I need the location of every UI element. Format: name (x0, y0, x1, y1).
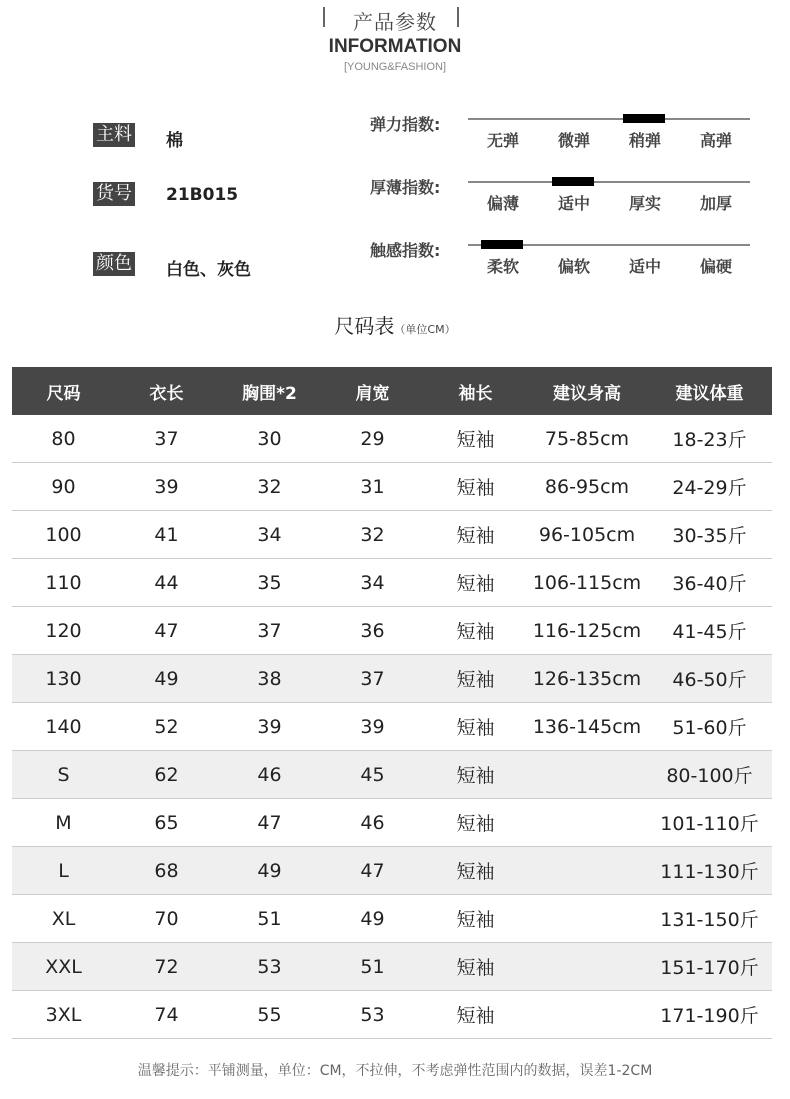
size-table-cell: 100 (12, 511, 115, 559)
size-table-cell: 45 (321, 751, 424, 799)
size-table-cell: 49 (115, 655, 218, 703)
size-table-cell: 171-190斤 (647, 991, 772, 1039)
size-table-header-row (12, 367, 772, 415)
index-option: 偏软 (557, 257, 590, 276)
size-table-cell: 136-145cm (527, 703, 647, 751)
size-table-cell: 52 (115, 703, 218, 751)
size-table-header-cell: 衣长 (115, 367, 218, 415)
size-table-row (12, 655, 772, 703)
size-table-header-cell: 建议体重 (647, 367, 772, 415)
size-table-cell: 55 (218, 991, 321, 1039)
size-table-row (12, 415, 772, 463)
size-table-cell: M (12, 799, 115, 847)
size-table-cell: 74 (115, 991, 218, 1039)
size-table-row (12, 751, 772, 799)
index-selected-marker (481, 240, 523, 249)
index-option: 稍弹 (628, 131, 661, 150)
header-bar-right (457, 7, 459, 27)
index-option: 适中 (557, 194, 590, 213)
index-title: 触感指数: (370, 241, 441, 260)
size-table-cell: 80 (12, 415, 115, 463)
size-table-cell: 47 (321, 847, 424, 895)
size-table-cell (527, 991, 647, 1039)
index-option: 加厚 (699, 194, 732, 213)
size-table-cell: 51 (218, 895, 321, 943)
size-table-cell: 110 (12, 559, 115, 607)
size-table-cell: 70 (115, 895, 218, 943)
size-table-cell: 62 (115, 751, 218, 799)
size-table-row (12, 703, 772, 751)
size-table-cell: 37 (115, 415, 218, 463)
size-table-row (12, 799, 772, 847)
size-table-cell: 短袖 (424, 895, 527, 943)
size-table-cell: 35 (218, 559, 321, 607)
param-value-color: 白色、灰色 (166, 260, 251, 280)
size-table-title-text: 尺码表 (334, 314, 395, 338)
size-table-cell: 38 (218, 655, 321, 703)
size-table-body (12, 415, 772, 1039)
size-table-cell: 44 (115, 559, 218, 607)
index-option: 无弹 (486, 131, 519, 150)
size-table-cell: S (12, 751, 115, 799)
size-table-cell: 96-105cm (527, 511, 647, 559)
size-table-cell: 3XL (12, 991, 115, 1039)
index-option: 柔软 (486, 257, 519, 276)
size-table-cell: 32 (321, 511, 424, 559)
size-table-cell: L (12, 847, 115, 895)
size-table-cell: XL (12, 895, 115, 943)
size-table-cell: 151-170斤 (647, 943, 772, 991)
index-option: 厚实 (628, 194, 661, 213)
size-table-cell: 短袖 (424, 415, 527, 463)
size-table-cell: 29 (321, 415, 424, 463)
size-table-cell: 101-110斤 (647, 799, 772, 847)
size-table-cell: 短袖 (424, 943, 527, 991)
size-table-cell: 18-23斤 (647, 415, 772, 463)
size-table-unit: （单位CM） (394, 323, 456, 336)
size-table-cell: 39 (321, 703, 424, 751)
size-table-cell: 106-115cm (527, 559, 647, 607)
size-table-row (12, 463, 772, 511)
size-table-cell: 36-40斤 (647, 559, 772, 607)
size-table-cell: 72 (115, 943, 218, 991)
size-table-row (12, 847, 772, 895)
size-table-cell: 68 (115, 847, 218, 895)
size-table-cell: 120 (12, 607, 115, 655)
size-table-cell: 短袖 (424, 799, 527, 847)
size-table-cell: 34 (321, 559, 424, 607)
param-label-item-no: 货号 (93, 182, 135, 206)
size-table-cell: 24-29斤 (647, 463, 772, 511)
size-table-cell (527, 943, 647, 991)
index-option: 微弹 (557, 131, 590, 150)
param-label-color: 颜色 (93, 252, 135, 276)
size-table-cell: 短袖 (424, 655, 527, 703)
size-table-cell: 短袖 (424, 559, 527, 607)
size-table-cell: 53 (321, 991, 424, 1039)
size-table (12, 367, 772, 1039)
size-table-cell: 46-50斤 (647, 655, 772, 703)
size-table-cell: 75-85cm (527, 415, 647, 463)
size-table-header-cell: 胸围*2 (218, 367, 321, 415)
header-title-en: INFORMATION (328, 36, 462, 57)
size-table-cell: 49 (321, 895, 424, 943)
size-table-cell: 短袖 (424, 847, 527, 895)
size-table-cell: 32 (218, 463, 321, 511)
size-table-cell: 37 (218, 607, 321, 655)
size-table-cell: 51-60斤 (647, 703, 772, 751)
index-scale-line (468, 181, 750, 183)
size-table-cell: 53 (218, 943, 321, 991)
size-table-row (12, 559, 772, 607)
size-table-cell: 126-135cm (527, 655, 647, 703)
size-table-cell: 短袖 (424, 991, 527, 1039)
size-table-cell: 86-95cm (527, 463, 647, 511)
size-table-cell (527, 751, 647, 799)
size-table-row (12, 943, 772, 991)
size-table-cell: 111-130斤 (647, 847, 772, 895)
size-table-cell: 47 (218, 799, 321, 847)
index-scale-line (468, 118, 750, 120)
size-table-row (12, 895, 772, 943)
size-table-cell: XXL (12, 943, 115, 991)
size-table-cell: 116-125cm (527, 607, 647, 655)
footer-note: 温馨提示：平铺测量，单位：CM，不拉伸，不考虑弹性范围内的数据，误差1-2CM (137, 1063, 653, 1079)
size-table-cell (527, 847, 647, 895)
index-selected-marker (623, 114, 665, 123)
header-subtitle: [YOUNG&FASHION] (343, 61, 447, 73)
size-table-cell: 39 (218, 703, 321, 751)
index-option: 偏薄 (486, 194, 519, 213)
size-table-cell: 131-150斤 (647, 895, 772, 943)
index-option: 偏硬 (699, 257, 732, 276)
size-table-header-cell: 建议身高 (527, 367, 647, 415)
index-selected-marker (552, 177, 594, 186)
index-option: 高弹 (699, 131, 732, 150)
size-table-cell: 短袖 (424, 511, 527, 559)
size-table-cell: 短袖 (424, 463, 527, 511)
size-table-row (12, 607, 772, 655)
size-table-cell (527, 895, 647, 943)
size-table-cell: 37 (321, 655, 424, 703)
index-option: 适中 (628, 257, 661, 276)
size-table-cell: 49 (218, 847, 321, 895)
size-table-cell: 短袖 (424, 703, 527, 751)
size-table-cell: 47 (115, 607, 218, 655)
param-value-material: 棉 (166, 131, 183, 151)
size-table-cell: 46 (218, 751, 321, 799)
index-title: 厚薄指数: (370, 178, 441, 197)
size-table-cell: 41 (115, 511, 218, 559)
size-table-cell: 46 (321, 799, 424, 847)
size-table-header-cell: 尺码 (12, 367, 115, 415)
size-table-cell: 90 (12, 463, 115, 511)
size-table-title (0, 310, 790, 339)
size-table-cell: 65 (115, 799, 218, 847)
size-table-cell: 34 (218, 511, 321, 559)
size-table-row (12, 511, 772, 559)
size-table-row (12, 991, 772, 1039)
size-table-cell: 51 (321, 943, 424, 991)
size-table-cell: 短袖 (424, 607, 527, 655)
size-table-cell: 140 (12, 703, 115, 751)
size-table-cell: 30 (218, 415, 321, 463)
size-table-cell: 36 (321, 607, 424, 655)
size-table-cell: 130 (12, 655, 115, 703)
size-table-cell: 41-45斤 (647, 607, 772, 655)
size-table-header-cell: 袖长 (424, 367, 527, 415)
param-value-item-no: 21B015 (166, 185, 239, 205)
index-title: 弹力指数: (370, 115, 441, 134)
size-table-cell (527, 799, 647, 847)
size-table-cell: 39 (115, 463, 218, 511)
size-table-cell: 80-100斤 (647, 751, 772, 799)
size-table-cell: 31 (321, 463, 424, 511)
size-table-header-cell: 肩宽 (321, 367, 424, 415)
param-label-material: 主料 (93, 123, 135, 147)
size-table-cell: 30-35斤 (647, 511, 772, 559)
header-title-cn: 产品参数 (353, 10, 437, 34)
size-table-cell: 短袖 (424, 751, 527, 799)
